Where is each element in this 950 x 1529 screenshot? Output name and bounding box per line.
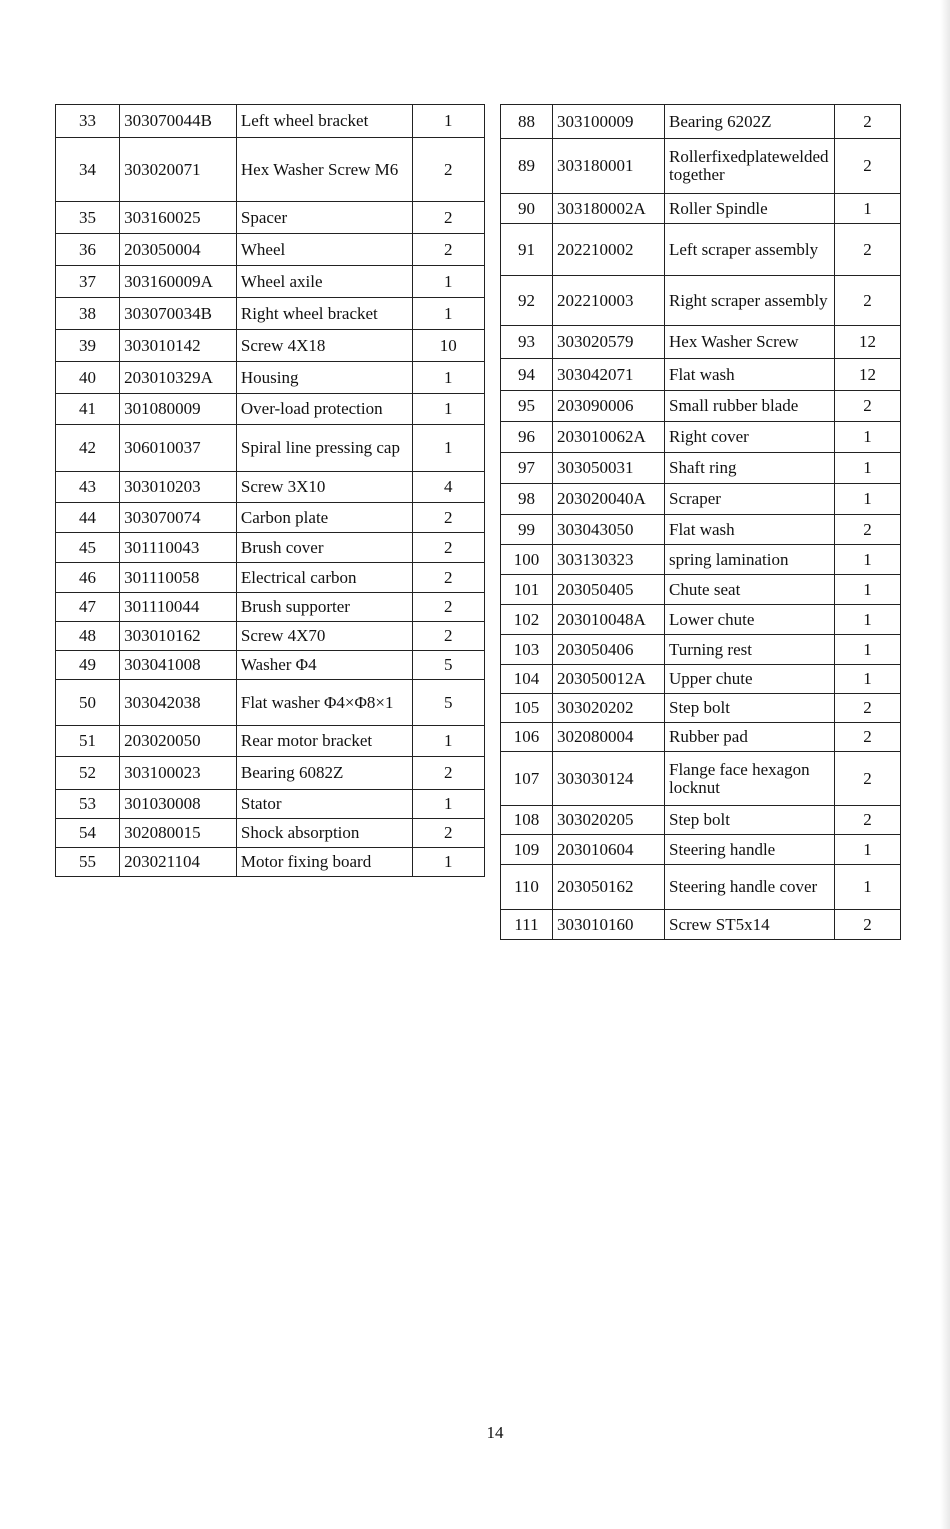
cell-no: 49 bbox=[56, 651, 120, 680]
cell-code: 303100009 bbox=[553, 105, 665, 139]
cell-no: 106 bbox=[501, 723, 553, 752]
cell-name: Wheel bbox=[236, 234, 412, 266]
cell-no: 99 bbox=[501, 515, 553, 545]
cell-name: Electrical carbon bbox=[236, 563, 412, 593]
cell-code: 303130323 bbox=[553, 545, 665, 575]
table-row bbox=[56, 848, 485, 877]
cell-no: 97 bbox=[501, 453, 553, 484]
table-row bbox=[501, 359, 901, 391]
cell-code: 303020071 bbox=[120, 138, 237, 202]
cell-qty: 1 bbox=[412, 848, 484, 877]
cell-code: 303041008 bbox=[120, 651, 237, 680]
cell-no: 101 bbox=[501, 575, 553, 605]
cell-name: Left scraper assembly bbox=[665, 224, 835, 276]
cell-code: 303070074 bbox=[120, 503, 237, 533]
table-row bbox=[501, 545, 901, 575]
cell-no: 95 bbox=[501, 391, 553, 422]
cell-qty: 5 bbox=[412, 680, 484, 726]
table-row bbox=[501, 422, 901, 453]
cell-no: 46 bbox=[56, 563, 120, 593]
cell-name: Step bolt bbox=[665, 806, 835, 835]
cell-code: 303030124 bbox=[553, 752, 665, 806]
cell-qty: 1 bbox=[835, 575, 901, 605]
table-row bbox=[501, 752, 901, 806]
cell-no: 51 bbox=[56, 726, 120, 757]
cell-no: 36 bbox=[56, 234, 120, 266]
cell-no: 43 bbox=[56, 472, 120, 503]
cell-no: 105 bbox=[501, 694, 553, 723]
cell-qty: 2 bbox=[412, 593, 484, 622]
cell-code: 301080009 bbox=[120, 394, 237, 425]
cell-code: 303010162 bbox=[120, 622, 237, 651]
table-row bbox=[501, 105, 901, 139]
cell-name: spring lamination bbox=[665, 545, 835, 575]
cell-name: Housing bbox=[236, 362, 412, 394]
cell-qty: 12 bbox=[835, 326, 901, 359]
cell-no: 40 bbox=[56, 362, 120, 394]
cell-no: 109 bbox=[501, 835, 553, 865]
cell-qty: 1 bbox=[412, 790, 484, 819]
table-row bbox=[501, 910, 901, 940]
cell-qty: 2 bbox=[412, 503, 484, 533]
cell-qty: 2 bbox=[835, 276, 901, 326]
cell-qty: 1 bbox=[412, 425, 484, 472]
cell-name: Screw 4X70 bbox=[236, 622, 412, 651]
cell-no: 47 bbox=[56, 593, 120, 622]
cell-name: Screw 4X18 bbox=[236, 330, 412, 362]
page-edge-shadow bbox=[940, 0, 950, 1529]
cell-name: Flat washer Φ4×Φ8×1 bbox=[236, 680, 412, 726]
table-row bbox=[501, 723, 901, 752]
table-row bbox=[501, 453, 901, 484]
cell-code: 301110058 bbox=[120, 563, 237, 593]
cell-name: Bearing 6082Z bbox=[236, 757, 412, 790]
cell-code: 302080015 bbox=[120, 819, 237, 848]
cell-code: 303180001 bbox=[553, 139, 665, 194]
cell-code: 303160025 bbox=[120, 202, 237, 234]
cell-qty: 1 bbox=[412, 394, 484, 425]
cell-no: 89 bbox=[501, 139, 553, 194]
table-row bbox=[501, 139, 901, 194]
cell-no: 110 bbox=[501, 865, 553, 910]
cell-name: Spacer bbox=[236, 202, 412, 234]
cell-no: 102 bbox=[501, 605, 553, 635]
table-row bbox=[501, 665, 901, 694]
cell-no: 48 bbox=[56, 622, 120, 651]
cell-name: Washer Φ4 bbox=[236, 651, 412, 680]
cell-code: 203050012A bbox=[553, 665, 665, 694]
cell-no: 35 bbox=[56, 202, 120, 234]
cell-no: 90 bbox=[501, 194, 553, 224]
cell-code: 303050031 bbox=[553, 453, 665, 484]
cell-name: Brush supporter bbox=[236, 593, 412, 622]
cell-code: 303180002A bbox=[553, 194, 665, 224]
cell-no: 104 bbox=[501, 665, 553, 694]
cell-qty: 1 bbox=[835, 635, 901, 665]
cell-code: 203050004 bbox=[120, 234, 237, 266]
table-row bbox=[56, 533, 485, 563]
cell-name: Scraper bbox=[665, 484, 835, 515]
cell-no: 54 bbox=[56, 819, 120, 848]
cell-qty: 1 bbox=[835, 453, 901, 484]
table-row bbox=[501, 865, 901, 910]
cell-code: 303070034B bbox=[120, 298, 237, 330]
cell-qty: 1 bbox=[835, 422, 901, 453]
cell-code: 203010329A bbox=[120, 362, 237, 394]
cell-no: 108 bbox=[501, 806, 553, 835]
cell-name: Right scraper assembly bbox=[665, 276, 835, 326]
table-row bbox=[56, 394, 485, 425]
table-row bbox=[56, 726, 485, 757]
cell-code: 203050162 bbox=[553, 865, 665, 910]
cell-no: 41 bbox=[56, 394, 120, 425]
cell-qty: 2 bbox=[835, 694, 901, 723]
cell-qty: 1 bbox=[412, 266, 484, 298]
cell-qty: 2 bbox=[412, 563, 484, 593]
cell-no: 37 bbox=[56, 266, 120, 298]
table-row bbox=[56, 503, 485, 533]
cell-code: 301110043 bbox=[120, 533, 237, 563]
cell-name: Stator bbox=[236, 790, 412, 819]
table-row bbox=[56, 790, 485, 819]
cell-no: 50 bbox=[56, 680, 120, 726]
cell-qty: 2 bbox=[412, 202, 484, 234]
cell-qty: 2 bbox=[835, 806, 901, 835]
cell-no: 94 bbox=[501, 359, 553, 391]
table-row bbox=[56, 330, 485, 362]
cell-name: Chute seat bbox=[665, 575, 835, 605]
cell-name: Screw 3X10 bbox=[236, 472, 412, 503]
cell-name: Turning rest bbox=[665, 635, 835, 665]
cell-no: 92 bbox=[501, 276, 553, 326]
cell-name: Upper chute bbox=[665, 665, 835, 694]
table-row bbox=[56, 266, 485, 298]
table-row bbox=[56, 819, 485, 848]
cell-qty: 2 bbox=[835, 910, 901, 940]
cell-qty: 2 bbox=[835, 752, 901, 806]
cell-name: Rollerfixedplatewelded together bbox=[665, 139, 835, 194]
table-row bbox=[501, 635, 901, 665]
cell-qty: 2 bbox=[412, 757, 484, 790]
cell-qty: 12 bbox=[835, 359, 901, 391]
cell-qty: 2 bbox=[412, 819, 484, 848]
cell-name: Screw ST5x14 bbox=[665, 910, 835, 940]
cell-qty: 2 bbox=[412, 138, 484, 202]
cell-name: Roller Spindle bbox=[665, 194, 835, 224]
cell-no: 107 bbox=[501, 752, 553, 806]
table-row bbox=[56, 622, 485, 651]
table-row bbox=[501, 194, 901, 224]
cell-code: 203010062A bbox=[553, 422, 665, 453]
cell-no: 42 bbox=[56, 425, 120, 472]
table-row bbox=[501, 605, 901, 635]
cell-name: Flange face hexagon locknut bbox=[665, 752, 835, 806]
cell-qty: 1 bbox=[412, 726, 484, 757]
cell-no: 93 bbox=[501, 326, 553, 359]
cell-no: 52 bbox=[56, 757, 120, 790]
table-row bbox=[56, 651, 485, 680]
cell-no: 55 bbox=[56, 848, 120, 877]
cell-code: 303020579 bbox=[553, 326, 665, 359]
cell-qty: 1 bbox=[835, 484, 901, 515]
parts-table-left bbox=[55, 104, 485, 877]
table-row bbox=[501, 835, 901, 865]
cell-code: 303042071 bbox=[553, 359, 665, 391]
cell-code: 202210002 bbox=[553, 224, 665, 276]
table-row bbox=[501, 391, 901, 422]
cell-no: 98 bbox=[501, 484, 553, 515]
table-row bbox=[56, 202, 485, 234]
cell-name: Wheel axile bbox=[236, 266, 412, 298]
cell-qty: 1 bbox=[835, 545, 901, 575]
page-number: 14 bbox=[486, 1423, 504, 1442]
cell-qty: 1 bbox=[835, 835, 901, 865]
cell-no: 38 bbox=[56, 298, 120, 330]
cell-code: 303043050 bbox=[553, 515, 665, 545]
cell-code: 301110044 bbox=[120, 593, 237, 622]
table-row bbox=[501, 276, 901, 326]
parts-table-left-body bbox=[56, 105, 485, 877]
cell-name: Left wheel bracket bbox=[236, 105, 412, 138]
cell-name: Flat wash bbox=[665, 515, 835, 545]
cell-qty: 2 bbox=[412, 234, 484, 266]
cell-name: Right wheel bracket bbox=[236, 298, 412, 330]
cell-code: 203010604 bbox=[553, 835, 665, 865]
cell-code: 202210003 bbox=[553, 276, 665, 326]
table-row bbox=[56, 472, 485, 503]
table-row bbox=[56, 105, 485, 138]
cell-qty: 2 bbox=[835, 391, 901, 422]
cell-no: 91 bbox=[501, 224, 553, 276]
cell-code: 203010048A bbox=[553, 605, 665, 635]
cell-name: Spiral line pressing cap bbox=[236, 425, 412, 472]
cell-no: 44 bbox=[56, 503, 120, 533]
table-row bbox=[501, 694, 901, 723]
cell-name: Shock absorption bbox=[236, 819, 412, 848]
cell-code: 303020202 bbox=[553, 694, 665, 723]
cell-qty: 2 bbox=[835, 515, 901, 545]
cell-code: 303020205 bbox=[553, 806, 665, 835]
table-row bbox=[56, 680, 485, 726]
cell-qty: 5 bbox=[412, 651, 484, 680]
cell-qty: 2 bbox=[835, 105, 901, 139]
cell-name: Lower chute bbox=[665, 605, 835, 635]
table-row bbox=[501, 484, 901, 515]
cell-name: Steering handle cover bbox=[665, 865, 835, 910]
table-row bbox=[501, 515, 901, 545]
cell-qty: 1 bbox=[412, 362, 484, 394]
table-row bbox=[56, 362, 485, 394]
cell-code: 303010203 bbox=[120, 472, 237, 503]
table-row bbox=[56, 298, 485, 330]
cell-qty: 2 bbox=[835, 723, 901, 752]
cell-code: 303160009A bbox=[120, 266, 237, 298]
cell-name: Steering handle bbox=[665, 835, 835, 865]
cell-code: 203020050 bbox=[120, 726, 237, 757]
cell-no: 45 bbox=[56, 533, 120, 563]
cell-qty: 2 bbox=[412, 622, 484, 651]
table-row bbox=[501, 224, 901, 276]
cell-name: Motor fixing board bbox=[236, 848, 412, 877]
cell-no: 96 bbox=[501, 422, 553, 453]
cell-code: 303010160 bbox=[553, 910, 665, 940]
cell-code: 303010142 bbox=[120, 330, 237, 362]
cell-code: 303100023 bbox=[120, 757, 237, 790]
cell-name: Bearing 6202Z bbox=[665, 105, 835, 139]
cell-qty: 2 bbox=[835, 224, 901, 276]
cell-no: 33 bbox=[56, 105, 120, 138]
cell-qty: 1 bbox=[412, 105, 484, 138]
cell-code: 302080004 bbox=[553, 723, 665, 752]
table-row bbox=[56, 234, 485, 266]
cell-qty: 10 bbox=[412, 330, 484, 362]
cell-no: 88 bbox=[501, 105, 553, 139]
cell-qty: 1 bbox=[835, 194, 901, 224]
table-row bbox=[56, 425, 485, 472]
table-row bbox=[56, 563, 485, 593]
cell-name: Step bolt bbox=[665, 694, 835, 723]
cell-qty: 1 bbox=[835, 665, 901, 694]
cell-qty: 1 bbox=[835, 605, 901, 635]
cell-no: 100 bbox=[501, 545, 553, 575]
cell-name: Over-load protection bbox=[236, 394, 412, 425]
cell-qty: 1 bbox=[412, 298, 484, 330]
cell-qty: 2 bbox=[835, 139, 901, 194]
cell-no: 39 bbox=[56, 330, 120, 362]
cell-code: 203020040A bbox=[553, 484, 665, 515]
table-row bbox=[501, 326, 901, 359]
cell-code: 203090006 bbox=[553, 391, 665, 422]
cell-code: 301030008 bbox=[120, 790, 237, 819]
table-row bbox=[56, 593, 485, 622]
cell-qty: 1 bbox=[835, 865, 901, 910]
cell-name: Flat wash bbox=[665, 359, 835, 391]
cell-code: 303070044B bbox=[120, 105, 237, 138]
parts-table-right bbox=[500, 104, 901, 940]
cell-no: 34 bbox=[56, 138, 120, 202]
cell-name: Brush cover bbox=[236, 533, 412, 563]
table-row bbox=[501, 575, 901, 605]
cell-code: 203050406 bbox=[553, 635, 665, 665]
cell-code: 203021104 bbox=[120, 848, 237, 877]
table-row bbox=[56, 138, 485, 202]
cell-no: 53 bbox=[56, 790, 120, 819]
cell-name: Rubber pad bbox=[665, 723, 835, 752]
cell-code: 203050405 bbox=[553, 575, 665, 605]
cell-name: Rear motor bracket bbox=[236, 726, 412, 757]
table-row bbox=[501, 806, 901, 835]
cell-qty: 2 bbox=[412, 533, 484, 563]
table-row bbox=[56, 757, 485, 790]
cell-name: Right cover bbox=[665, 422, 835, 453]
cell-code: 303042038 bbox=[120, 680, 237, 726]
parts-table-right-body bbox=[501, 105, 901, 940]
cell-name: Carbon plate bbox=[236, 503, 412, 533]
cell-code: 306010037 bbox=[120, 425, 237, 472]
cell-name: Hex Washer Screw bbox=[665, 326, 835, 359]
cell-qty: 4 bbox=[412, 472, 484, 503]
cell-name: Small rubber blade bbox=[665, 391, 835, 422]
cell-no: 103 bbox=[501, 635, 553, 665]
cell-name: Hex Washer Screw M6 bbox=[236, 138, 412, 202]
cell-name: Shaft ring bbox=[665, 453, 835, 484]
cell-no: 111 bbox=[501, 910, 553, 940]
